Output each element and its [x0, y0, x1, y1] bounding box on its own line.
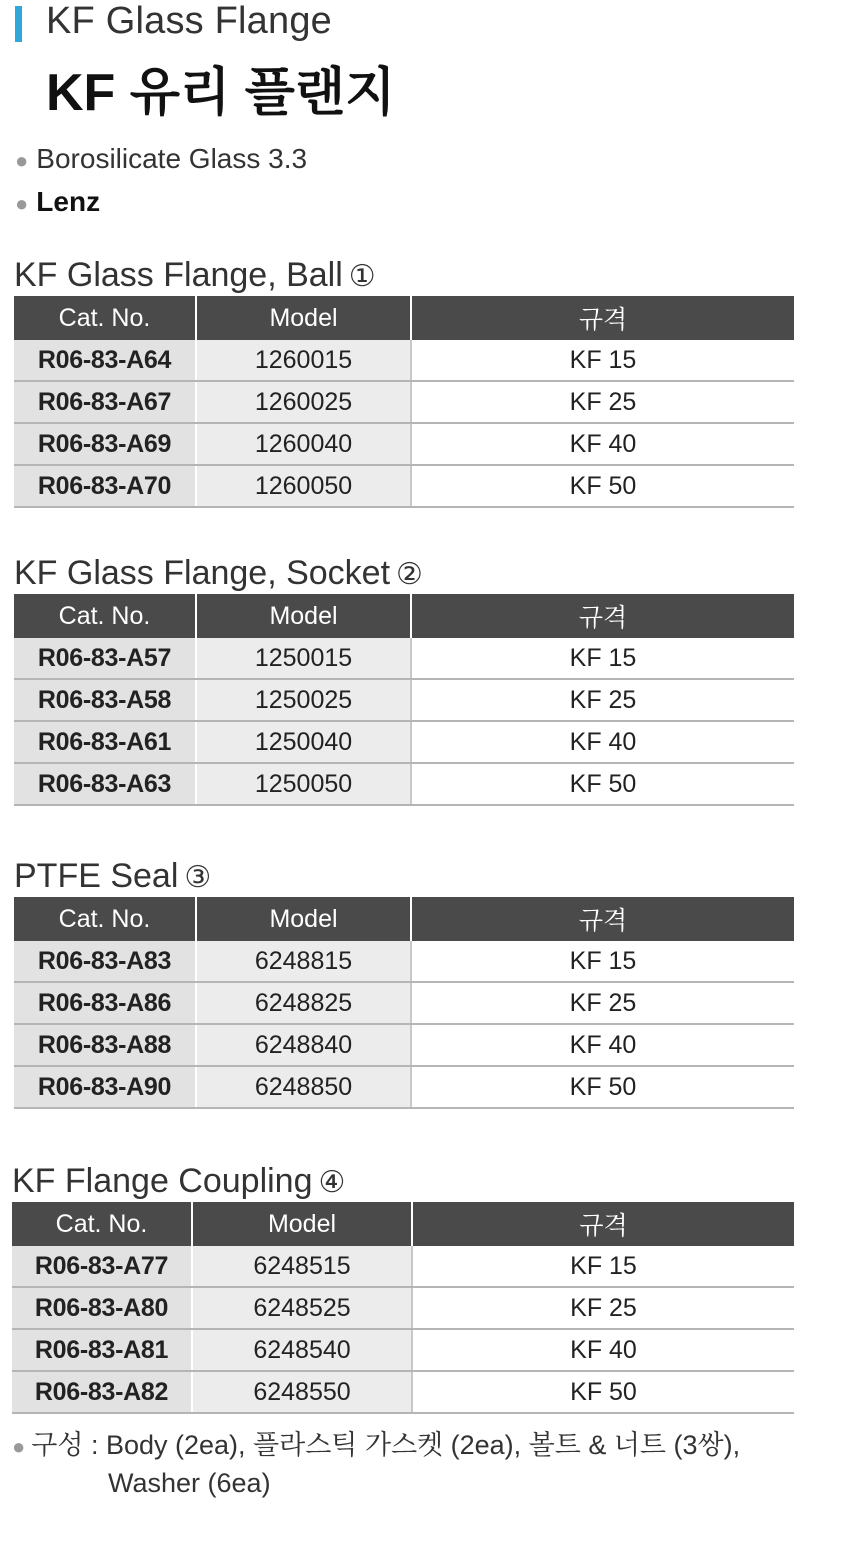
column-header-cat-no: Cat. No. [14, 594, 196, 638]
cell-model: 1250025 [196, 679, 411, 721]
cell-model: 1250015 [196, 638, 411, 679]
column-header-spec: 규격 [411, 594, 794, 638]
cell-cat-no: R06-83-A86 [14, 982, 196, 1024]
bullet-icon: ● [12, 1434, 26, 1459]
section-ball [14, 254, 794, 508]
section-ptfe-seal [14, 855, 794, 1109]
table-row [14, 423, 794, 465]
table-header-row [14, 296, 794, 340]
table-row [14, 941, 794, 982]
cell-model: 1250040 [196, 721, 411, 763]
table-row [14, 465, 794, 507]
cell-cat-no: R06-83-A57 [14, 638, 196, 679]
feature-text: Borosilicate Glass 3.3 [36, 143, 308, 174]
cell-model: 6248550 [192, 1371, 412, 1413]
column-header-model: Model [192, 1202, 412, 1246]
table-header-row [14, 594, 794, 638]
section-number-marker: ② [396, 557, 423, 592]
column-header-spec: 규격 [411, 296, 794, 340]
section-coupling [12, 1160, 794, 1414]
section-title-text: KF Glass Flange, Socket [14, 554, 391, 592]
cell-spec: KF 50 [411, 465, 794, 507]
cell-cat-no: R06-83-A77 [12, 1246, 192, 1287]
cell-model: 6248515 [192, 1246, 412, 1287]
table-row [14, 721, 794, 763]
column-header-cat-no: Cat. No. [12, 1202, 192, 1246]
column-header-cat-no: Cat. No. [14, 897, 196, 941]
cell-spec: KF 40 [412, 1329, 794, 1371]
section-socket [14, 552, 794, 806]
column-header-model: Model [196, 594, 411, 638]
spec-table [14, 897, 794, 1109]
spec-table [14, 594, 794, 806]
cell-spec: KF 40 [411, 423, 794, 465]
cell-model: 6248525 [192, 1287, 412, 1329]
cell-cat-no: R06-83-A64 [14, 340, 196, 381]
cell-cat-no: R06-83-A80 [12, 1287, 192, 1329]
column-header-model: Model [196, 897, 411, 941]
cell-spec: KF 25 [411, 679, 794, 721]
cell-cat-no: R06-83-A83 [14, 941, 196, 982]
section-title-text: PTFE Seal [14, 857, 179, 895]
cell-model: 1260040 [196, 423, 411, 465]
cell-cat-no: R06-83-A70 [14, 465, 196, 507]
column-header-spec: 규격 [411, 897, 794, 941]
table-row [14, 679, 794, 721]
table-row [14, 1066, 794, 1108]
cell-cat-no: R06-83-A61 [14, 721, 196, 763]
cell-spec: KF 15 [411, 638, 794, 679]
note-line-2: Washer (6ea) [108, 1468, 271, 1498]
cell-cat-no: R06-83-A81 [12, 1329, 192, 1371]
cell-spec: KF 40 [411, 721, 794, 763]
cell-cat-no: R06-83-A58 [14, 679, 196, 721]
cell-cat-no: R06-83-A88 [14, 1024, 196, 1066]
cell-spec: KF 15 [412, 1246, 794, 1287]
column-header-model: Model [196, 296, 411, 340]
cell-cat-no: R06-83-A63 [14, 763, 196, 805]
spec-table [14, 296, 794, 508]
section-number-marker: ① [348, 259, 376, 294]
table-header-row [12, 1202, 794, 1246]
cell-spec: KF 15 [411, 340, 794, 381]
cell-cat-no: R06-83-A90 [14, 1066, 196, 1108]
section-title-text: KF Glass Flange, Ball [14, 256, 343, 294]
table-row [12, 1329, 794, 1371]
table-row [14, 763, 794, 805]
cell-spec: KF 25 [412, 1287, 794, 1329]
table-row [14, 381, 794, 423]
cell-cat-no: R06-83-A67 [14, 381, 196, 423]
cell-model: 1260025 [196, 381, 411, 423]
cell-model: 6248825 [196, 982, 411, 1024]
note-line-1 [12, 1427, 740, 1465]
feature-item-brand [15, 186, 100, 218]
section-number-marker: ④ [318, 1165, 346, 1200]
column-header-spec: 규격 [412, 1202, 794, 1246]
cell-model: 1250050 [196, 763, 411, 805]
cell-spec: KF 25 [411, 381, 794, 423]
table-row [12, 1371, 794, 1413]
cell-model: 6248850 [196, 1066, 411, 1108]
spec-table [12, 1202, 794, 1414]
column-header-cat-no: Cat. No. [14, 296, 196, 340]
note-text: 구성 : Body (2ea), 플라스틱 가스켓 (2ea), 볼트 & 너트 (3쌍), [31, 1430, 741, 1460]
cell-spec: KF 40 [411, 1024, 794, 1066]
table-row [14, 982, 794, 1024]
cell-cat-no: R06-83-A82 [12, 1371, 192, 1413]
section-number-marker: ③ [184, 860, 212, 895]
table-row [12, 1246, 794, 1287]
section-title-text: KF Flange Coupling [12, 1162, 313, 1200]
cell-cat-no: R06-83-A69 [14, 423, 196, 465]
composition-note [12, 1427, 740, 1501]
cell-spec: KF 15 [411, 941, 794, 982]
cell-spec: KF 50 [411, 763, 794, 805]
section-title [12, 1160, 794, 1202]
cell-spec: KF 50 [412, 1371, 794, 1413]
table-row [14, 1024, 794, 1066]
section-title [14, 552, 794, 594]
table-header-row [14, 897, 794, 941]
table-row [14, 638, 794, 679]
table-row [14, 340, 794, 381]
cell-spec: KF 50 [411, 1066, 794, 1108]
feature-item-glass [15, 143, 307, 175]
cell-model: 1260050 [196, 465, 411, 507]
cell-model: 6248815 [196, 941, 411, 982]
feature-text: Lenz [36, 186, 101, 217]
cell-model: 6248840 [196, 1024, 411, 1066]
page-title-korean: KF 유리 플랜지 [46, 64, 396, 122]
table-row [12, 1287, 794, 1329]
cell-spec: KF 25 [411, 982, 794, 1024]
cell-model: 6248540 [192, 1329, 412, 1371]
section-title [14, 855, 794, 897]
title-accent-bar [15, 6, 22, 42]
bullet-icon: ● [15, 191, 29, 216]
section-title [14, 254, 794, 296]
bullet-icon: ● [15, 148, 29, 173]
page-title-english: KF Glass Flange [46, 0, 332, 42]
cell-model: 1260015 [196, 340, 411, 381]
